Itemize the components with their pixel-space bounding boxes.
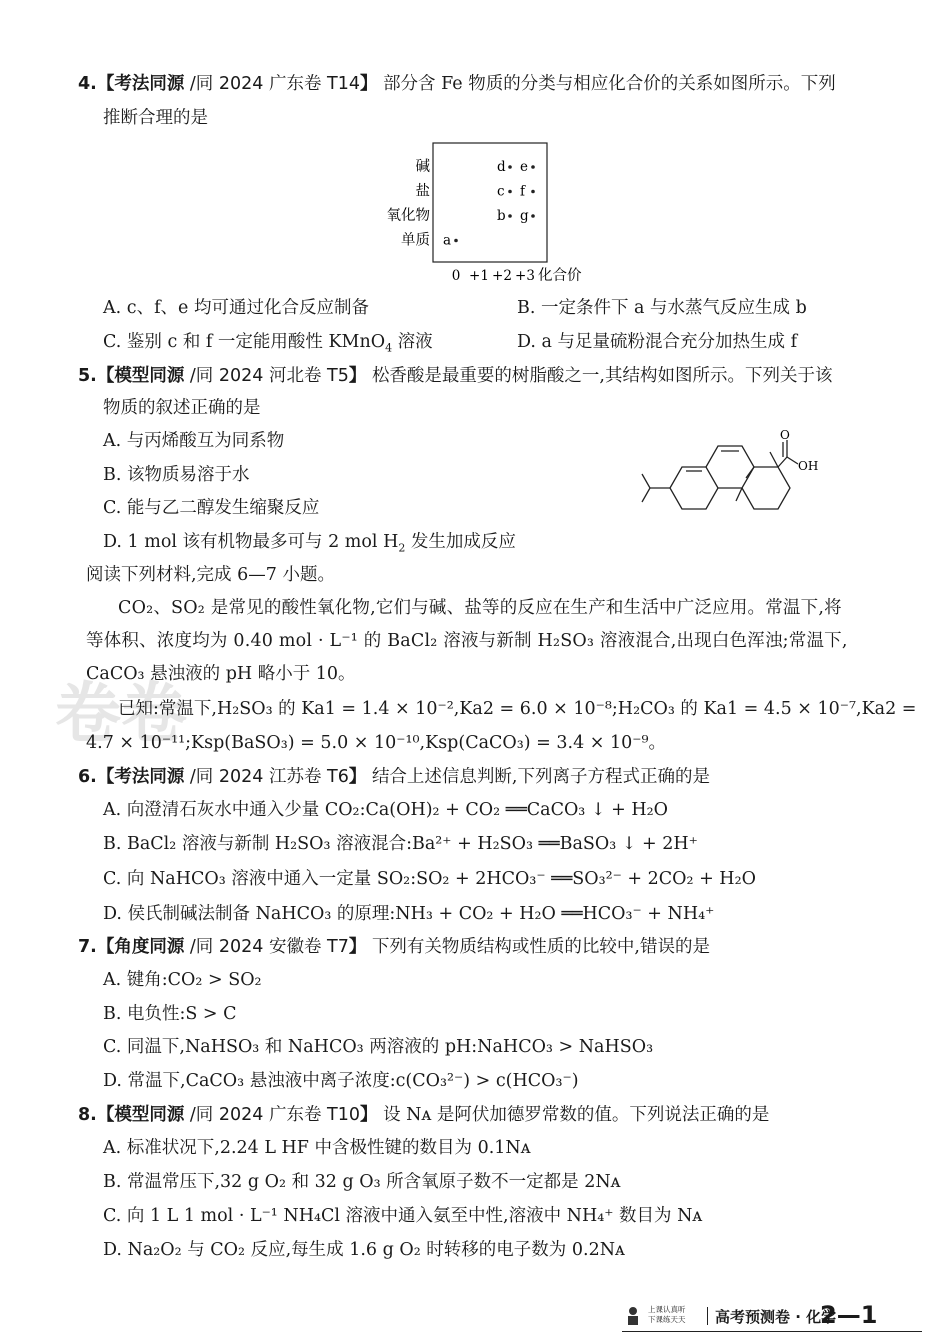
q6-option-c[interactable]: C. 向 NaHCO₃ 溶液中通入一定量 SO₂:SO₂ + 2HCO₃⁻ ══SO₃²⁻ + 2CO₂ + H₂O — [103, 869, 756, 889]
carboxyl-bond — [778, 457, 787, 467]
q5-source: 同 2024 河北卷 T5 — [195, 366, 349, 386]
x-tick-label: +1 — [469, 268, 489, 284]
hydroxyl-label: OH — [798, 459, 819, 473]
q6-source: 同 2024 江苏卷 T6 — [195, 767, 349, 787]
y-category-label: 碱 — [415, 159, 430, 175]
q5-option-c[interactable]: C. 能与乙二醇发生缩聚反应 — [103, 498, 320, 518]
q5-option-b[interactable]: B. 该物质易溶于水 — [103, 465, 250, 485]
q4-option-c-text: C. 鉴别 c 和 f 一定能用酸性 KMnO — [103, 332, 386, 352]
point-label-a: a — [443, 232, 452, 249]
point-dot-e — [531, 165, 535, 169]
q5-number: 5. — [78, 366, 97, 386]
y-category-label: 盐 — [415, 183, 430, 200]
q5-option-d[interactable] — [103, 531, 516, 553]
q7-source: 同 2024 安徽卷 T7 — [195, 937, 349, 957]
bracket-close: 】 — [348, 767, 367, 787]
point-label-c: c — [497, 183, 505, 200]
ring-2 — [706, 446, 754, 488]
material-p1-line1: CO₂、SO₂ 是常见的酸性氧化物,它们与碱、盐等的反应在生产和生活中广泛应用。常温下,将 — [118, 598, 842, 618]
point-label-d: d — [497, 159, 506, 175]
point-dot-c — [508, 190, 512, 194]
x-tick-label: +2 — [492, 268, 512, 284]
q8-tag: 模型同源 — [114, 1105, 185, 1125]
q4-header — [78, 73, 836, 95]
slash: / — [184, 767, 196, 787]
q6-stem: 结合上述信息判断,下列离子方程式正确的是 — [371, 767, 710, 787]
methyl-1 — [746, 467, 754, 478]
isopropyl-bond — [642, 474, 650, 502]
point-dot-d — [508, 165, 512, 169]
bracket-open: 【 — [96, 937, 115, 957]
q8-option-a[interactable]: A. 标准状况下,2.24 L HF 中含极性键的数目为 0.1Nᴀ — [103, 1138, 531, 1158]
methyl-3 — [770, 452, 778, 467]
q7-stem: 下列有关物质结构或性质的比较中,错误的是 — [371, 937, 710, 957]
q7-option-d[interactable]: D. 常温下,CaCO₃ 悬浊液中离子浓度:c(CO₃²⁻) > c(HCO₃⁻) — [103, 1071, 579, 1091]
point-dot-f — [531, 190, 535, 194]
point-label-g: g — [520, 208, 529, 224]
slash: / — [184, 937, 196, 957]
q8-option-d[interactable]: D. Na₂O₂ 与 CO₂ 反应,每生成 1.6 g O₂ 时转移的电子数为 0.2Nᴀ — [103, 1240, 625, 1260]
bracket-close: 】 — [348, 937, 367, 957]
student-logo-icon — [622, 1305, 644, 1327]
q5-header — [78, 365, 833, 387]
abietic-acid-structure — [640, 428, 819, 525]
q4-option-a[interactable]: A. c、f、e 均可通过化合反应制备 — [103, 298, 369, 318]
q4-option-c-sub: 4 — [385, 341, 393, 355]
x-axis-label: 化合价 — [538, 268, 582, 284]
bracket-close: 】 — [359, 1105, 378, 1125]
slash: / — [184, 366, 196, 386]
material-p1-line3: CaCO₃ 悬浊液的 pH 略小于 10。 — [86, 664, 356, 684]
y-category-label: 单质 — [401, 232, 430, 249]
q7-option-b[interactable]: B. 电负性:S > C — [103, 1004, 237, 1024]
q8-header — [78, 1104, 769, 1126]
bracket-open: 【 — [96, 767, 115, 787]
watermark: 卷卷 — [55, 674, 187, 752]
bracket-close: 】 — [359, 74, 378, 94]
q4-tag: 考法同源 — [114, 74, 185, 94]
fe-valence-chart — [380, 142, 595, 287]
q7-number: 7. — [78, 937, 97, 957]
bracket-open: 【 — [96, 366, 115, 386]
q4-stem-2: 推断合理的是 — [103, 108, 208, 128]
point-dot-b — [508, 214, 512, 218]
material-intro: 阅读下列材料,完成 6—7 小题。 — [86, 565, 335, 585]
footer-rule — [622, 1331, 922, 1332]
q8-option-b[interactable]: B. 常温常压下,32 g O₂ 和 32 g O₃ 所含氧原子数不一定都是 2Nᴀ — [103, 1172, 621, 1192]
q7-tag: 角度同源 — [114, 937, 185, 957]
footer-slogan-1: 上课认真听 — [648, 1305, 686, 1314]
q5-option-d-text: D. 1 mol 该有机物最多可与 2 mol H — [103, 532, 399, 552]
point-label-f: f — [520, 183, 525, 200]
q5-stem-2: 物质的叙述正确的是 — [103, 398, 261, 418]
material-p2-line1: 已知:常温下,H₂SO₃ 的 Ka1 = 1.4 × 10⁻²,Ka2 = 6.0 × 10⁻⁸;H₂CO₃ 的 Ka1 = 4.5 × 10⁻⁷,Ka2 = — [118, 699, 917, 719]
point-label-b: b — [497, 208, 506, 224]
bracket-close: 】 — [348, 366, 367, 386]
q8-source: 同 2024 广东卷 T10 — [195, 1105, 360, 1125]
y-category-label: 氧化物 — [386, 208, 430, 224]
footer-slogan — [648, 1305, 686, 1325]
page-footer — [622, 1303, 922, 1333]
material-p2-line2: 4.7 × 10⁻¹¹;Ksp(BaSO₃) = 5.0 × 10⁻¹⁰,Ksp(CaCO₃) = 3.4 × 10⁻⁹。 — [86, 733, 667, 753]
q6-option-b[interactable]: B. BaCl₂ 溶液与新制 H₂SO₃ 溶液混合:Ba²⁺ + H₂SO₃ ══BaSO₃ ↓ + 2H⁺ — [103, 834, 698, 854]
q6-option-a[interactable]: A. 向澄清石灰水中通入少量 CO₂:Ca(OH)₂ + CO₂ ══CaCO₃ ↓ + H₂O — [103, 800, 668, 820]
q4-option-c-tail: 溶液 — [392, 332, 433, 352]
footer-title: 高考预测卷 · 化学 — [715, 1308, 837, 1326]
material-p1-line2: 等体积、浓度均为 0.40 mol · L⁻¹ 的 BaCl₂ 溶液与新制 H₂SO₃ 溶液混合,出现白色浑浊;常温下, — [86, 631, 848, 651]
bracket-open: 【 — [96, 1105, 115, 1125]
q5-option-d-sub: 2 — [398, 541, 406, 555]
q4-source: 同 2024 广东卷 T14 — [195, 74, 360, 94]
q7-header — [78, 936, 710, 958]
point-dot-g — [531, 214, 535, 218]
q5-stem: 松香酸是最重要的树脂酸之一,其结构如图所示。下列关于该 — [371, 366, 833, 386]
q6-option-d[interactable]: D. 侯氏制碱法制备 NaHCO₃ 的原理:NH₃ + CO₂ + H₂O ══HCO₃⁻ + NH₄⁺ — [103, 904, 715, 924]
oxygen-label: O — [780, 428, 790, 442]
q8-stem: 设 Nᴀ 是阿伏加德罗常数的值。下列说法正确的是 — [383, 1105, 770, 1125]
q6-number: 6. — [78, 767, 97, 787]
q8-number: 8. — [78, 1105, 97, 1125]
q5-option-a[interactable]: A. 与丙烯酸互为同系物 — [103, 431, 285, 451]
x-tick-label: +3 — [515, 268, 535, 284]
point-dot-a — [454, 239, 458, 243]
q4-option-c[interactable] — [103, 331, 433, 353]
q4-number: 4. — [78, 74, 97, 94]
q4-stem: 部分含 Fe 物质的分类与相应化合价的关系如图所示。下列 — [383, 74, 836, 94]
q4-option-d[interactable]: D. a 与足量硫粉混合充分加热生成 f — [517, 332, 798, 352]
page-number: 2—1 — [820, 1301, 878, 1329]
q8-option-c[interactable]: C. 向 1 L 1 mol · L⁻¹ NH₄Cl 溶液中通入氨至中性,溶液中 NH₄⁺ 数目为 Nᴀ — [103, 1206, 703, 1226]
slash: / — [184, 74, 196, 94]
methyl-2 — [736, 488, 742, 501]
molecule-bonds — [642, 440, 798, 509]
x-tick-label: 0 — [451, 268, 461, 284]
point-label-e: e — [520, 159, 528, 175]
bracket-open: 【 — [96, 74, 115, 94]
q4-option-b[interactable]: B. 一定条件下 a 与水蒸气反应生成 b — [517, 298, 807, 318]
q6-tag: 考法同源 — [114, 767, 185, 787]
q7-option-a[interactable]: A. 键角:CO₂ > SO₂ — [103, 970, 262, 990]
footer-slogan-2: 下课练天天 — [648, 1315, 686, 1324]
ring-1 — [670, 467, 718, 509]
q7-option-c[interactable]: C. 同温下,NaHSO₃ 和 NaHCO₃ 两溶液的 pH:NaHCO₃ > NaHSO₃ — [103, 1037, 654, 1057]
q5-tag: 模型同源 — [114, 366, 185, 386]
q6-header — [78, 766, 710, 788]
slash: / — [184, 1105, 196, 1125]
hydroxyl-bond — [787, 457, 798, 464]
footer-separator — [707, 1307, 708, 1325]
q5-option-d-tail: 发生加成反应 — [405, 532, 516, 552]
